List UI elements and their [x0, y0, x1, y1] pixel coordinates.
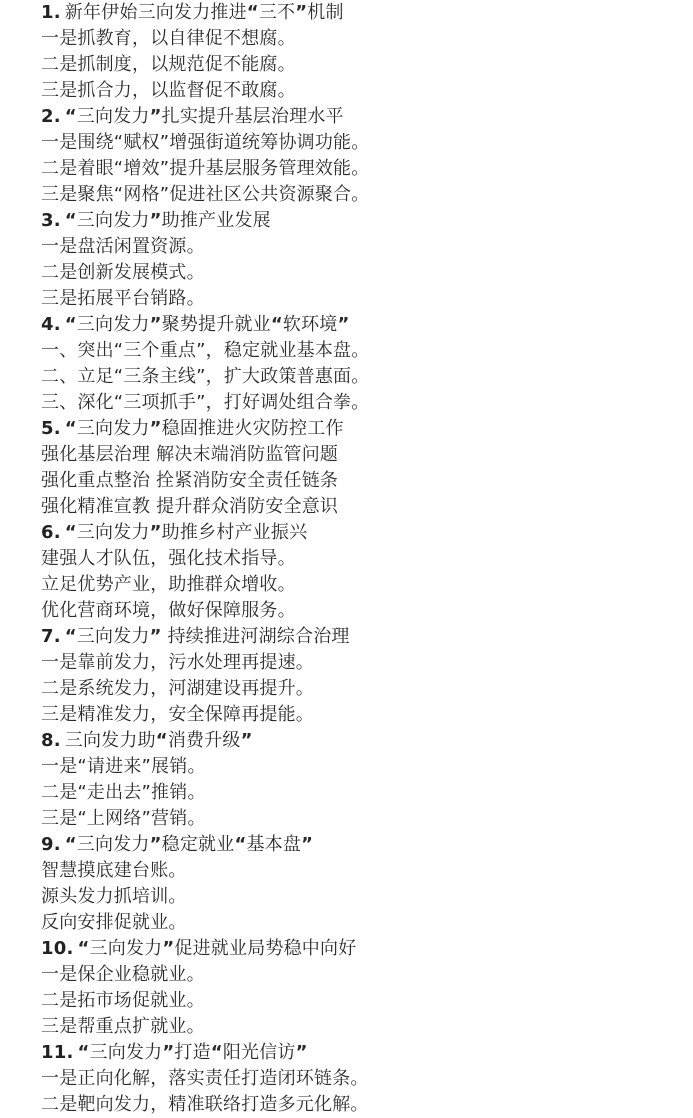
section-heading — [41, 832, 681, 858]
section-heading — [41, 520, 681, 546]
list-item: 一是保企业稳就业。 — [41, 964, 205, 985]
section-title: “三向发力” 持续推进河湖综合治理 — [64, 626, 350, 647]
section-number: 4. — [41, 314, 61, 335]
list-item: 二、立足“三条主线”，扩大政策普惠面。 — [41, 366, 370, 387]
section-number: 10. — [41, 938, 74, 959]
section-heading — [41, 936, 681, 962]
section-heading — [41, 624, 681, 650]
list-item: 一、突出“三个重点”，稳定就业基本盘。 — [41, 340, 370, 361]
section-number: 9. — [41, 834, 61, 855]
document-body — [41, 0, 681, 1118]
section-heading — [41, 312, 681, 338]
list-item: 三是帮重点扩就业。 — [41, 1016, 205, 1037]
list-item: 二是创新发展模式。 — [41, 262, 205, 283]
list-item: 一是盘活闲置资源。 — [41, 236, 205, 257]
list-item: 一是抓教育，以自律促不想腐。 — [41, 28, 296, 49]
section-number: 11. — [41, 1042, 74, 1063]
list-item: 二是系统发力，河湖建设再提升。 — [41, 678, 314, 699]
list-item: 三是“上网络”营销。 — [41, 808, 206, 829]
list-item: 反向安排促就业。 — [41, 912, 187, 933]
list-item: 源头发力抓培训。 — [41, 886, 187, 907]
list-item: 三、深化“三项抓手”，打好调处组合拳。 — [41, 392, 370, 413]
section-title: “三向发力”打造“阳光信访” — [77, 1042, 308, 1063]
list-item: 一是围绕“赋权”增强街道统筹协调功能。 — [41, 132, 370, 153]
list-item: 强化精准宣教 提升群众消防安全意识 — [41, 496, 339, 517]
list-item: 三是抓合力，以监督促不敢腐。 — [41, 80, 296, 101]
list-item: 建强人才队伍，强化技术指导。 — [41, 548, 296, 569]
list-item: 二是着眼“增效”提升基层服务管理效能。 — [41, 158, 370, 179]
list-item: 三是拓展平台销路。 — [41, 288, 205, 309]
list-item: 二是“走出去”推销。 — [41, 782, 206, 803]
list-item: 二是靶向发力，精准联络打造多元化解。 — [41, 1094, 369, 1115]
list-item: 优化营商环境，做好保障服务。 — [41, 600, 296, 621]
section-number: 5. — [41, 418, 61, 439]
section-number: 1. — [41, 2, 61, 23]
section-title: “三向发力”稳固推进火灾防控工作 — [64, 418, 344, 439]
section-number: 8. — [41, 730, 61, 751]
section-title: “三向发力”助推产业发展 — [64, 210, 271, 231]
list-item: 一是靠前发力，污水处理再提速。 — [41, 652, 314, 673]
list-item: 立足优势产业，助推群众增收。 — [41, 574, 296, 595]
list-item: 智慧摸底建台账。 — [41, 860, 187, 881]
section-title: “三向发力”促进就业局势稳中向好 — [77, 938, 357, 959]
section-number: 2. — [41, 106, 61, 127]
section-title: “三向发力”助推乡村产业振兴 — [64, 522, 308, 543]
section-heading — [41, 0, 681, 26]
section-number: 3. — [41, 210, 61, 231]
section-number: 6. — [41, 522, 61, 543]
section-heading — [41, 1040, 681, 1066]
section-title: 新年伊始三向发力推进“三不”机制 — [64, 2, 344, 23]
list-item: 三是精准发力，安全保障再提能。 — [41, 704, 314, 725]
section-heading — [41, 104, 681, 130]
list-item: 一是正向化解，落实责任打造闭环链条。 — [41, 1068, 369, 1089]
list-item: 二是拓市场促就业。 — [41, 990, 205, 1011]
section-number: 7. — [41, 626, 61, 647]
list-item: 强化重点整治 拴紧消防安全责任链条 — [41, 470, 339, 491]
section-title: “三向发力”扎实提升基层治理水平 — [64, 106, 344, 127]
section-title: “三向发力”聚势提升就业“软环境” — [64, 314, 350, 335]
list-item: 三是聚焦“网格”促进社区公共资源聚合。 — [41, 184, 370, 205]
section-heading — [41, 416, 681, 442]
section-title: 三向发力助“消费升级” — [64, 730, 253, 751]
section-heading — [41, 208, 681, 234]
section-heading — [41, 728, 681, 754]
list-item: 二是抓制度，以规范促不能腐。 — [41, 54, 296, 75]
section-title: “三向发力”稳定就业“基本盘” — [64, 834, 314, 855]
list-item: 一是“请进来”展销。 — [41, 756, 206, 777]
list-item: 强化基层治理 解决末端消防监管问题 — [41, 444, 339, 465]
